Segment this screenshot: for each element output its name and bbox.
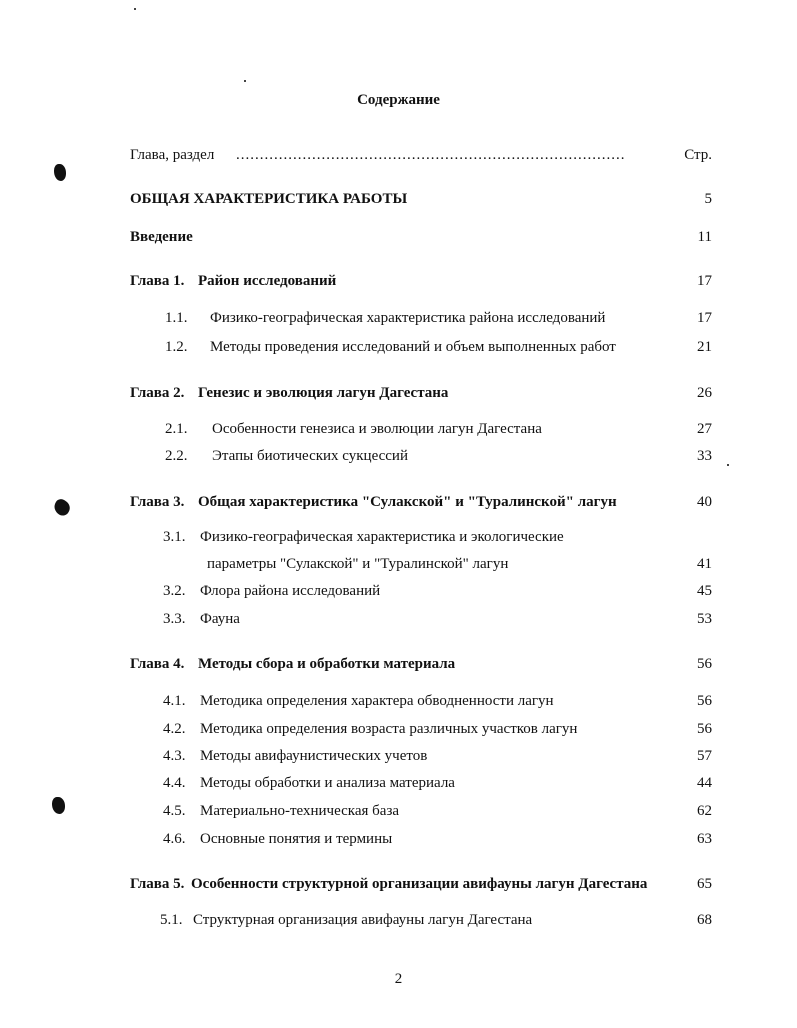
toc-entry-title: параметры "Сулакской" и "Туралинской" лагун	[207, 556, 509, 572]
toc-entry-number: 4.4.	[163, 775, 186, 791]
toc-entry-number: 4.2.	[163, 721, 186, 737]
toc-entry	[0, 190, 797, 208]
toc-entry-number: 2.2.	[165, 448, 188, 464]
toc-entry	[0, 655, 797, 673]
scan-artifact	[52, 797, 65, 814]
toc-header-dots: ..................................................................................	[236, 147, 626, 163]
toc-entry-page: 17	[697, 273, 712, 289]
toc-entry-title: Методы обработки и анализа материала	[200, 775, 455, 791]
toc-entry	[0, 774, 797, 792]
scan-speck	[727, 464, 729, 466]
toc-entry-page: 26	[697, 385, 712, 401]
toc-entry-number: 1.2.	[165, 339, 188, 355]
toc-entry-number: Глава 1.	[130, 273, 185, 289]
toc-entry-title: Основные понятия и термины	[200, 831, 393, 847]
toc-entry-page: 56	[697, 693, 712, 709]
toc-entry	[0, 802, 797, 820]
toc-entry-title: Методы сбора и обработки материала	[198, 656, 456, 672]
toc-entry-page: 57	[697, 748, 712, 764]
toc-entry-number: Глава 2.	[130, 385, 185, 401]
toc-entry	[0, 384, 797, 402]
toc-entry-page: 56	[697, 721, 712, 737]
toc-entry	[0, 747, 797, 765]
toc-entry-number: 3.3.	[163, 611, 186, 627]
toc-entry-title: Материально-техническая база	[200, 803, 400, 819]
toc-entry	[0, 493, 797, 511]
toc-entry-number: 4.1.	[163, 693, 186, 709]
toc-entry-page: 44	[697, 775, 712, 791]
toc-entry-page: 65	[697, 876, 712, 892]
toc-entry	[0, 338, 797, 356]
toc-entry-number: 2.1.	[165, 421, 188, 437]
toc-entry-title: Общая характеристика "Сулакской" и "Туралинской" лагун	[198, 494, 617, 510]
scan-artifact	[54, 164, 66, 181]
toc-entry-page: 21	[697, 339, 712, 355]
toc-entry-title: Методы проведения исследований и объем выполненных работ	[210, 339, 616, 355]
toc-entry-page: 40	[697, 494, 712, 510]
toc-header-left: Глава, раздел	[130, 147, 215, 163]
toc-header-right: Стр.	[684, 147, 712, 163]
toc-entry-number: 4.3.	[163, 748, 186, 764]
toc-entry-number: 4.6.	[163, 831, 186, 847]
toc-entry	[0, 228, 797, 246]
toc-entry-page: 45	[697, 583, 712, 599]
toc-entry-title: Методы авифаунистических учетов	[200, 748, 428, 764]
toc-entry-title: Фауна	[200, 611, 240, 627]
toc-entry-page: 5	[704, 191, 712, 207]
scan-speck	[134, 8, 136, 10]
toc-entry-number: 4.5.	[163, 803, 186, 819]
toc-entry-number: 5.1.	[160, 912, 183, 928]
toc-entry	[0, 309, 797, 327]
toc-entry-title: Район исследований	[198, 273, 337, 289]
toc-entry	[0, 875, 797, 893]
toc-entry-title: Флора района исследований	[200, 583, 381, 599]
scan-speck	[244, 80, 246, 82]
toc-entry-title: ОБЩАЯ ХАРАКТЕРИСТИКА РАБОТЫ	[130, 191, 408, 207]
toc-entry	[0, 582, 797, 600]
toc-entry-number: Глава 5.	[130, 876, 185, 892]
toc-entry	[0, 911, 797, 929]
toc-entry-page: 62	[697, 803, 712, 819]
toc-entry-title: Структурная организация авифауны лагун Дагестана	[193, 912, 533, 928]
toc-entry	[0, 555, 797, 573]
toc-entry-title: Этапы биотических сукцессий	[212, 448, 408, 464]
toc-entry	[0, 692, 797, 710]
toc-entry-title: Особенности генезиса и эволюции лагун Дагестана	[212, 421, 542, 437]
toc-entry-title: Методика определения характера обводненности лагун	[200, 693, 554, 709]
toc-entry	[0, 272, 797, 290]
toc-entry	[0, 420, 797, 438]
toc-entry-page: 27	[697, 421, 712, 437]
toc-entry-number: Глава 4.	[130, 656, 185, 672]
toc-entry-page: 68	[697, 912, 712, 928]
toc-entry	[0, 447, 797, 465]
toc-header-row	[0, 146, 797, 164]
toc-entry-title: Введение	[130, 229, 193, 245]
toc-entry-page: 17	[697, 310, 712, 326]
toc-entry-title: Генезис и эволюция лагун Дагестана	[198, 385, 449, 401]
toc-entry-title: Методика определения возраста различных участков лагун	[200, 721, 578, 737]
toc-entry-title: Физико-географическая характеристика и экологические	[200, 529, 564, 545]
toc-entry-number: Глава 3.	[130, 494, 185, 510]
toc-entry	[0, 720, 797, 738]
toc-entry-page: 41	[697, 556, 712, 572]
toc-entry-page: 63	[697, 831, 712, 847]
toc-entry	[0, 830, 797, 848]
toc-entry-title: Особенности структурной организации авифауны лагун Дагестана	[191, 876, 648, 892]
toc-entry-page: 53	[697, 611, 712, 627]
toc-entry-page: 33	[697, 448, 712, 464]
toc-entry-number: 3.2.	[163, 583, 186, 599]
toc-entry	[0, 528, 797, 546]
toc-entry-number: 3.1.	[163, 529, 186, 545]
toc-entry	[0, 610, 797, 628]
toc-entry-number: 1.1.	[165, 310, 188, 326]
page-title: Содержание	[357, 92, 440, 108]
toc-entry-page: 11	[697, 229, 712, 245]
page-number: 2	[394, 971, 403, 987]
toc-entry-page: 56	[697, 656, 712, 672]
toc-entry-title: Физико-географическая характеристика района исследований	[210, 310, 606, 326]
